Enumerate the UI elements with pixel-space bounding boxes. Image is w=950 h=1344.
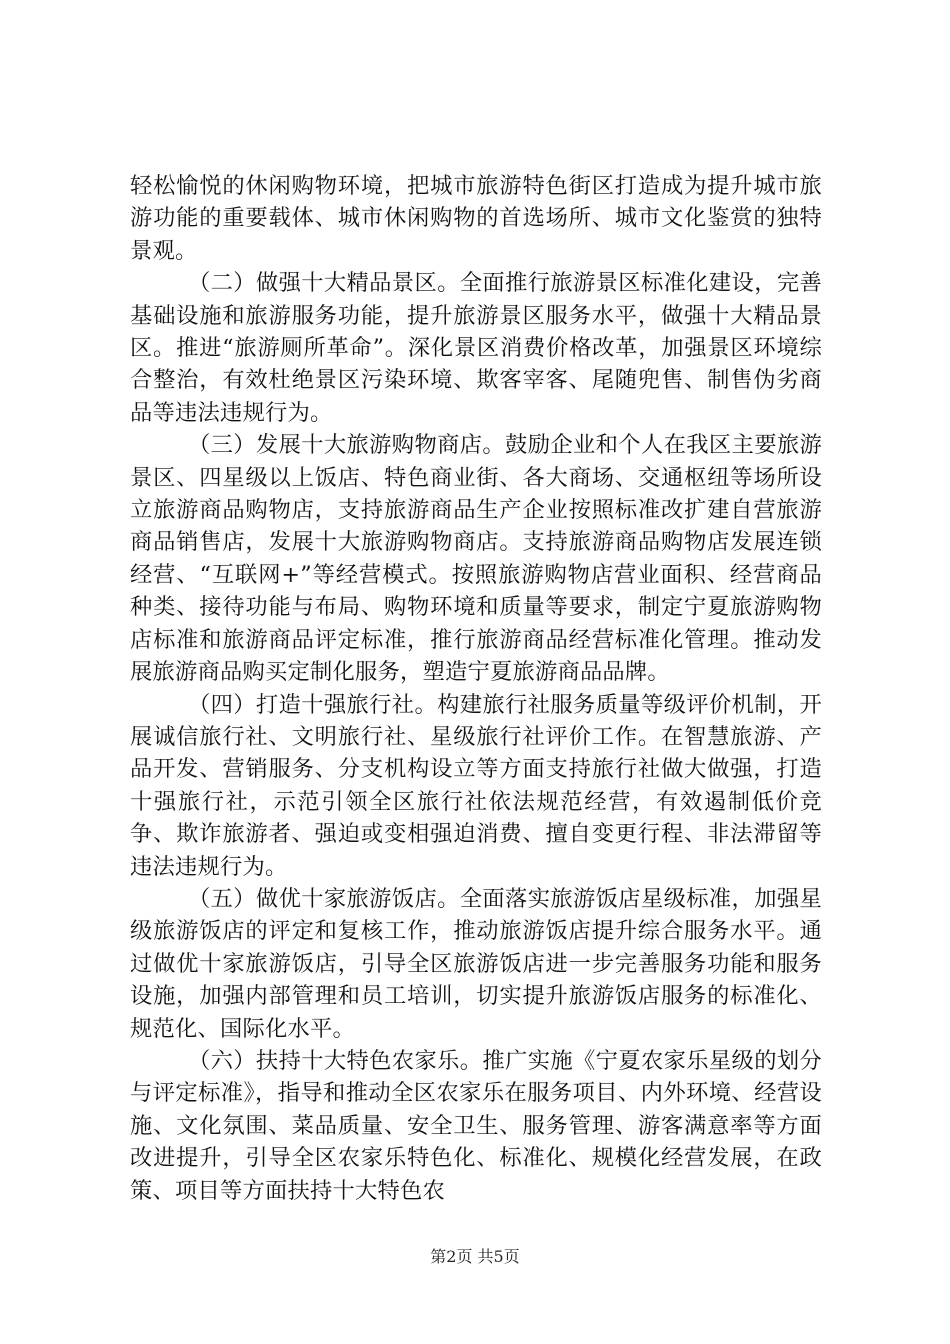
document-body (130, 170, 822, 1207)
paragraph-section-2: （二）做强十大精品景区。全面推行旅游景区标准化建设，完善基础设施和旅游服务功能，提升旅游景区服务水平，做强十大精品景区。推进“旅游厕所革命”。深化景区消费价格改革，加强景区环境综合整治，有效杜绝景区污染环境、欺客宰客、尾随兜售、制售伪劣商品等违法违规行为。 (130, 270, 822, 426)
paragraph-section-3: （三）发展十大旅游购物商店。鼓励企业和个人在我区主要旅游景区、四星级以上饭店、特色商业街、各大商场、交通枢纽等场所设立旅游商品购物店，支持旅游商品生产企业按照标准改扩建自营旅游商品销售店，发展十大旅游购物商店。支持旅游商品购物店发展连锁经营、“互联网+”等经营模式。按照旅游购物店营业面积、经营商品种类、接待功能与布局、购物环境和质量等要求，制定宁夏旅游购物店标准和旅游商品评定标准，推行旅游商品经营标准化管理。推动发展旅游商品购买定制化服务，塑造宁夏旅游商品品牌。 (130, 432, 822, 686)
paragraph-section-5: （五）做优十家旅游饭店。全面落实旅游饭店星级标准，加强星级旅游饭店的评定和复核工作，推动旅游饭店提升综合服务水平。通过做优十家旅游饭店，引导全区旅游饭店进一步完善服务功能和服务设施，加强内部管理和员工培训，切实提升旅游饭店服务的标准化、规范化、国际化水平。 (130, 885, 822, 1042)
page-number-footer: 第2页 共5页 (430, 1247, 520, 1266)
paragraph-continuation: 轻松愉悦的休闲购物环境，把城市旅游特色街区打造成为提升城市旅游功能的重要载体、城市休闲购物的首选场所、城市文化鉴赏的独特景观。 (130, 173, 822, 264)
paragraph-section-6: （六）扶持十大特色农家乐。推广实施《宁夏农家乐星级的划分与评定标准》，指导和推动全区农家乐在服务项目、内外环境、经营设施、文化氛围、菜品质量、安全卫生、服务管理、游客满意率等方面改进提升，引导全区农家乐特色化、标准化、规模化经营发展，在政策、项目等方面扶持十大特色农 (130, 1047, 822, 1204)
paragraph-section-4: （四）打造十强旅行社。构建旅行社服务质量等级评价机制，开展诚信旅行社、文明旅行社、星级旅行社评价工作。在智慧旅游、产品开发、营销服务、分支机构设立等方面支持旅行社做大做强，打造十强旅行社，示范引领全区旅行社依法规范经营，有效遏制低价竞争、欺诈旅游者、强迫或变相强迫消费、擅自变更行程、非法滞留等违法违规行为。 (130, 691, 822, 880)
